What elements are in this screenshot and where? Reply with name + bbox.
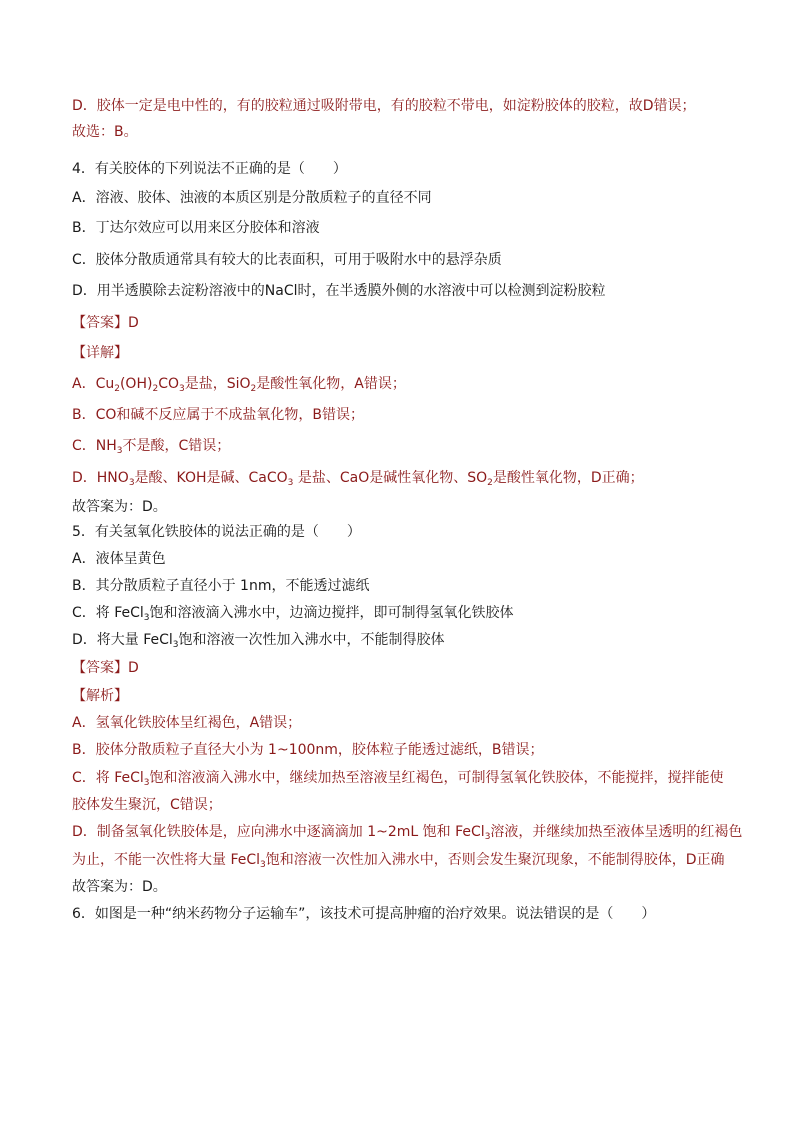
q4-explanation-c: C．$NH_3$不是酸，C错误；	[72, 438, 231, 456]
q5-explanation-c-line2: 胶体发生聚沉，C错误；	[72, 797, 222, 813]
q4-option-c: C．胶体分散质通常具有较大的比表面积，可用于吸附水中的悬浮杂质	[72, 252, 502, 268]
q4-option-b: B．丁达尔效应可以用来区分胶体和溶液	[72, 220, 320, 236]
q5-option-a: A．液体呈黄色	[72, 551, 166, 567]
q4-option-a: A．溶液、胶体、浊液的本质区别是分散质粒子的直径不同	[72, 190, 432, 206]
q4-detail-heading: 【详解】	[72, 345, 128, 361]
q5-explanation-d-line2: 为止，不能一次性将大量 FeCl$_3$饱和溶液一次性加入沸水中，否则会发生聚沉现象，不能制得胶体，D正确	[72, 852, 725, 870]
q5-option-c: C．将 FeCl$_3$饱和溶液滴入沸水中，边滴边搅拌，即可制得氢氧化铁胶体	[72, 605, 514, 623]
q4-answer: 【答案】D	[72, 315, 139, 331]
q5-conclusion: 故答案为：D。	[72, 879, 167, 895]
q5-explanation-b: B．胶体分散质粒子直径大小为 1~100nm，胶体粒子能透过滤纸，B错误；	[72, 742, 544, 758]
q5-option-d: D．将大量 FeCl$_3$饱和溶液一次性加入沸水中，不能制得胶体	[72, 632, 445, 650]
q5-option-b: B．其分散质粒子直径小于 1nm，不能透过滤纸	[72, 578, 370, 594]
q4-option-d: D．用半透膜除去淀粉溶液中的NaCl时，在半透膜外侧的水溶液中可以检测到淀粉胶粒	[72, 283, 606, 299]
q4-explanation-d: D．$HNO_3$是酸、KOH是碱、CaCO$_3$ 是盐、CaO是碱性氧化物、$SO_2$是酸性氧化物，D正确；	[72, 470, 644, 488]
q6-stem: 6．如图是一种“纳米药物分子运输车”，该技术可提高肿瘤的治疗效果。说法错误的是（ ）	[72, 906, 656, 922]
q5-explanation-a: A．氢氧化铁胶体呈红褐色，A错误；	[72, 715, 302, 731]
q5-explanation-d-line1: D．制备氢氧化铁胶体是，应向沸水中逐滴滴加 1~2mL 饱和 FeCl$_3$溶液，并继续加热至液体呈透明的红褐色	[72, 824, 743, 842]
choice-line: 故选：B。	[72, 124, 138, 140]
q5-analysis-heading: 【解析】	[72, 688, 128, 704]
q5-stem: 5．有关氢氧化铁胶体的说法正确的是（ ）	[72, 524, 361, 540]
q5-answer: 【答案】D	[72, 660, 139, 676]
q4-stem: 4．有关胶体的下列说法不正确的是（ ）	[72, 161, 347, 177]
q4-conclusion: 故答案为：D。	[72, 499, 167, 515]
q5-explanation-c-line1: C．将 FeCl$_3$饱和溶液滴入沸水中，继续加热至溶液呈红褐色，可制得氢氧化铁胶体，不能搅拌，搅拌能使	[72, 770, 724, 788]
explanation-line-d: D．胶体一定是电中性的，有的胶粒通过吸附带电，有的胶粒不带电，如淀粉胶体的胶粒，故D错误；	[72, 98, 696, 114]
q4-explanation-b: B．CO和碱不反应属于不成盐氧化物，B错误；	[72, 407, 365, 423]
q4-explanation-a: A．$Cu_2(OH)_2CO_3$是盐，SiO$_2$是酸性氧化物，A错误；	[72, 376, 406, 394]
